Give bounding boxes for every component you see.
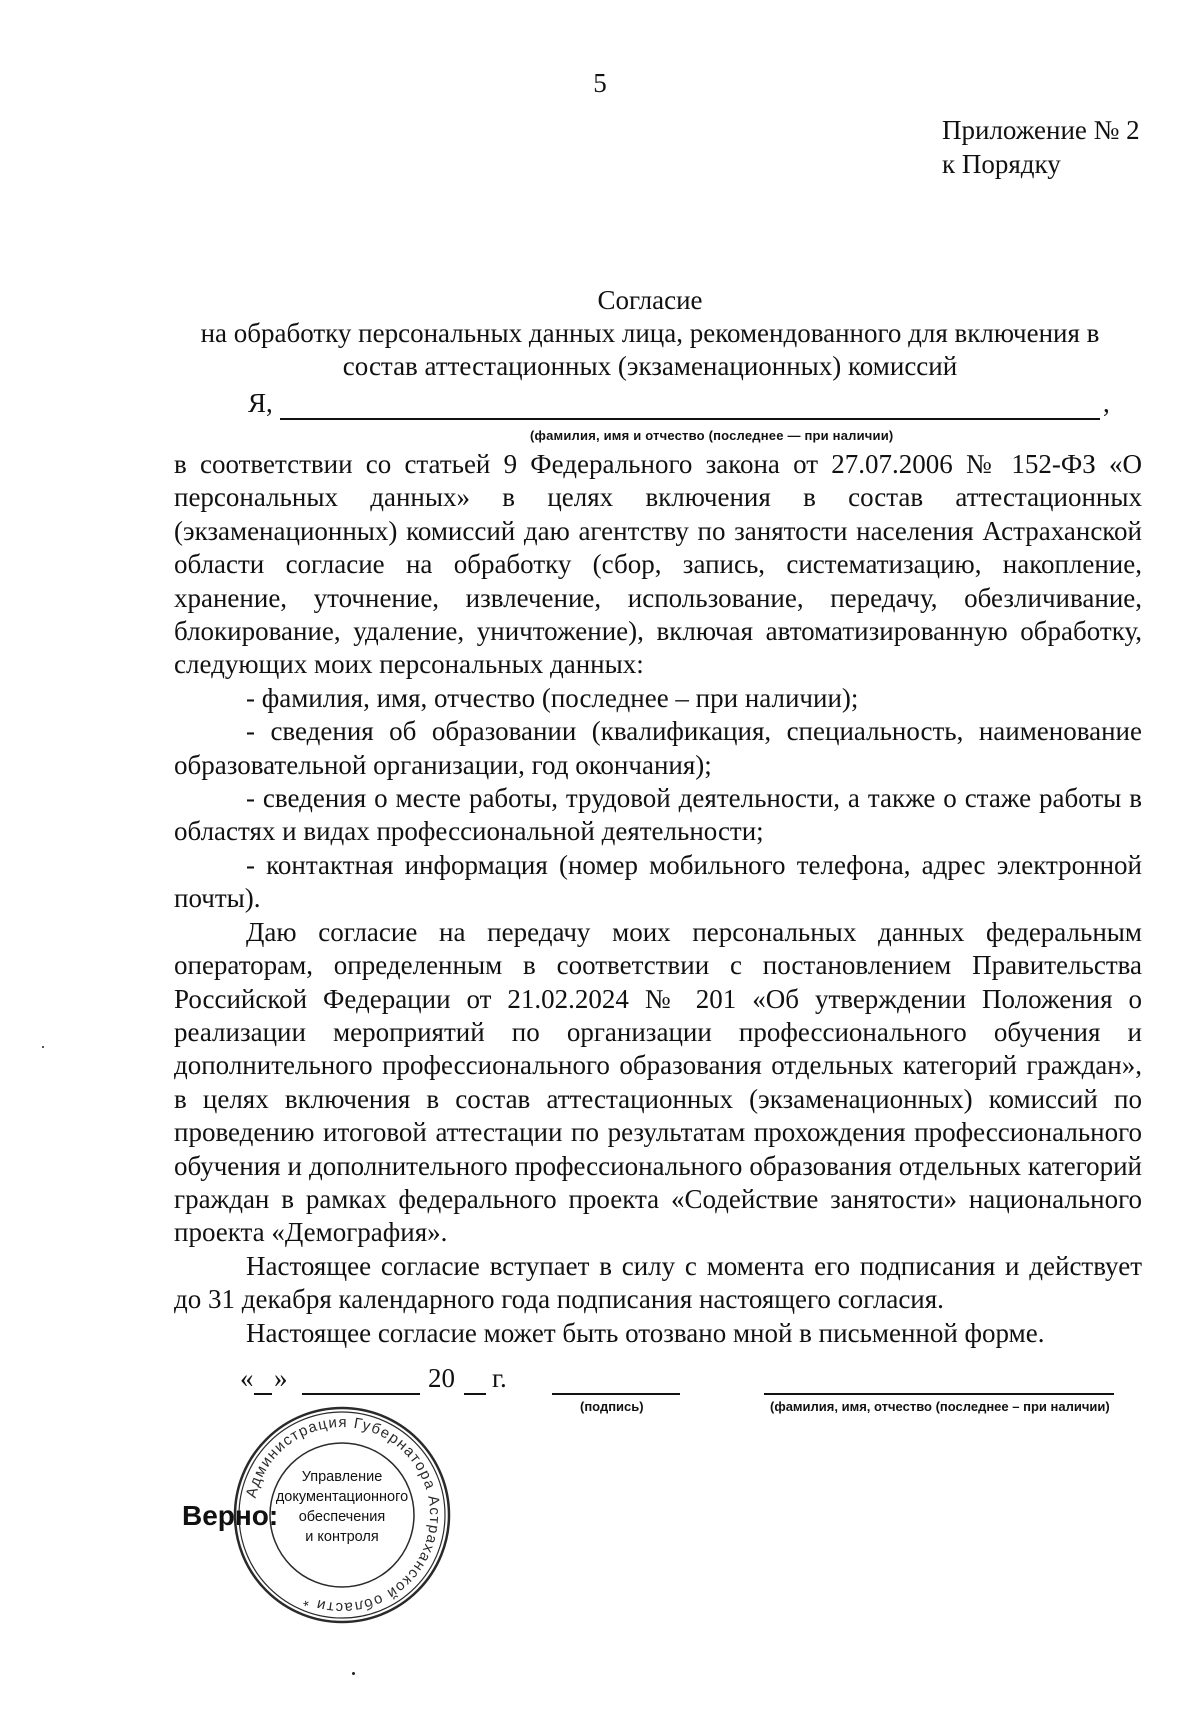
stamp-line-3: обеспечения [298,1509,386,1525]
paragraph-consent: в соответствии со статьей 9 Федерального закона от 27.07.2006 № 152-ФЗ «О персональных данных» в целях включения в состав аттестационных (экзаменационных) комиссий даю агентству по занятости населения Астраханской области согласие на обработку (сбор, запись, систематизацию, накопление, хранение, уточнение, извлечение, использование, передачу, обезличивание, блокирование, удаление, уничтожение), включая автоматизированную обработку, следующих моих персональных данных: [174,449,1142,680]
document-subtitle-line-2: состав аттестационных (экзаменационных) комиссий [342,351,958,381]
certification-label: Верно: [182,1500,279,1531]
page-number: 5 [593,68,607,98]
name-blank-line [280,418,1100,420]
month-blank-line [302,1393,420,1395]
year-prefix: 20 [428,1363,455,1393]
stamp-center-text [268,1467,416,1547]
scan-speck [42,1046,44,1048]
intro-line [248,388,1110,419]
year-suffix: г. [492,1363,507,1393]
stamp-line-2: документационного [275,1489,409,1505]
stamp-line-4: и контроля [305,1529,379,1545]
list-item-education: - сведения об образовании (квалификация, специальность, наименование образовательной организации, год окончания); [174,716,1142,780]
day-blank-line [254,1393,272,1395]
document-title: Согласие [597,285,703,315]
stamp-line-1: Управление [301,1469,383,1485]
date-quote-close: » [274,1363,288,1393]
signer-fio-caption: (фамилия, имя, отчество (последнее – при наличии) [770,1399,1110,1414]
list-item-contacts: - контактная информация (номер мобильного телефона, адрес электронной почты). [174,849,1142,914]
document-body [174,448,1142,1350]
list-item-work: - сведения о месте работы, трудовой деятельности, а также о стаже работы в областях и видах профессиональной деятельности; [174,783,1142,847]
signature-caption: (подпись) [580,1399,644,1414]
intro-prefix: Я, [248,388,273,418]
document-heading [170,284,1130,383]
svg-text:Администрация Губернатора Астр: Администрация Губернатора Астраханской области * [242,1413,444,1617]
list-item-name: - фамилия, имя, отчество (последнее – при наличии); [246,682,859,713]
paragraph-validity: Настоящее согласие вступает в силу с момента его подписания и действует до 31 декабря календарного года подписания настоящего согласия. [174,1250,1142,1315]
year-blank-line [464,1393,486,1395]
appendix-line-1: Приложение № 2 [942,115,1140,145]
paragraph-revocation: Настоящее согласие может быть отозвано мной в письменной форме. [246,1317,1045,1348]
paragraph-transfer: Даю согласие на передачу моих персональных данных федеральным операторам, определенным в соответствии с постановлением Правительства Российской Федерации от 21.02.2024 № 201 «Об утверждении Положения о реализации мероприятий по организации профессионального обучения и дополнительного профессионального образования отдельных категорий граждан», в целях включения в состав аттестационных (экзаменационных) комиссий по проведению итоговой аттестации по результатам прохождения профессионального обучения и дополнительного профессионального образования отдельных категорий граждан в рамках федерального проекта «Содействие занятости» национального проекта «Демография». [174,916,1142,1248]
appendix-line-2: к Порядку [942,149,1061,179]
intro-comma: , [1103,388,1110,418]
date-quote-open: « [240,1363,254,1393]
scan-speck [352,1672,355,1675]
signature-blank-line [552,1393,680,1395]
document-subtitle-line-1: на обработку персональных данных лица, рекомендованного для включения в [200,318,1100,348]
fio-caption: (фамилия, имя и отчество (последнее — при наличии) [530,428,894,443]
signer-name-blank-line [764,1393,1114,1395]
appendix-reference [942,113,1140,181]
